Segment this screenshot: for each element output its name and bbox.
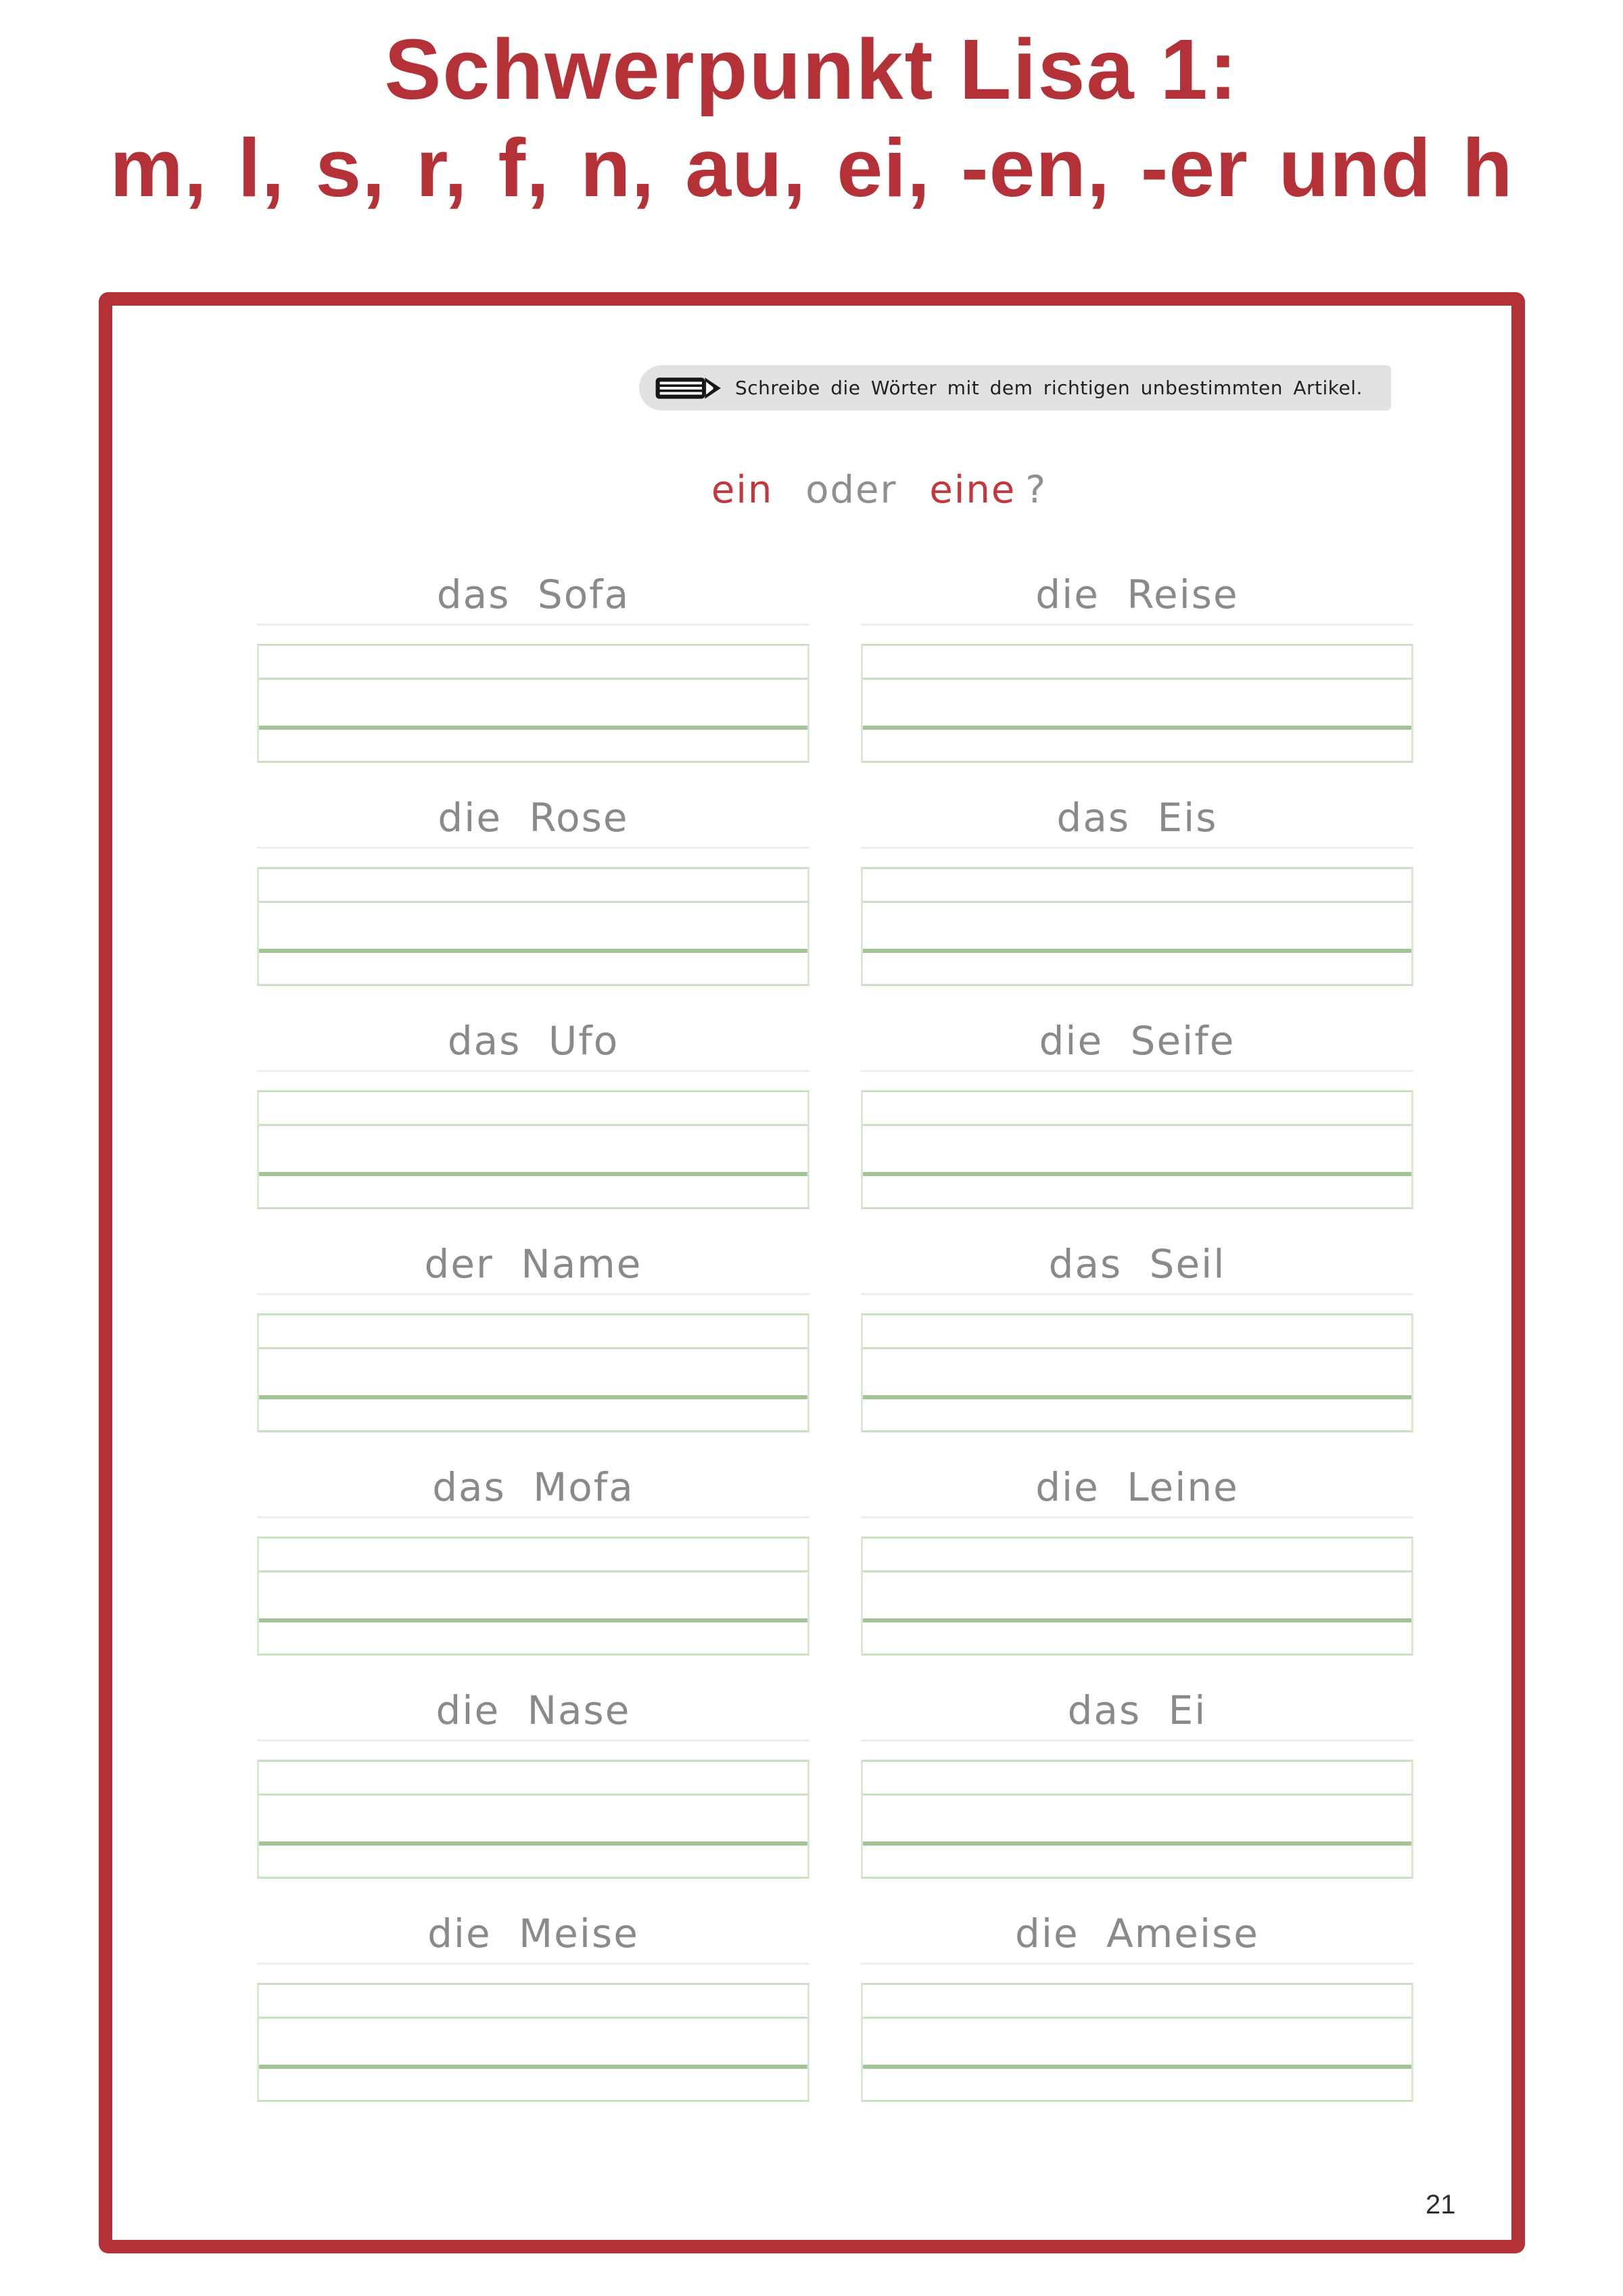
ghost-line	[861, 1963, 1413, 1965]
writing-lines[interactable]	[861, 1090, 1413, 1209]
writing-line-mid	[259, 1124, 807, 1126]
pencil-icon	[654, 372, 724, 404]
writing-line-mid	[863, 1347, 1411, 1349]
writing-lines[interactable]	[257, 644, 809, 763]
writing-lines[interactable]	[861, 867, 1413, 986]
writing-line-mid	[863, 1124, 1411, 1126]
ghost-line	[257, 1963, 809, 1965]
prompt-word-eine: eine	[929, 468, 1016, 512]
word-label: die Ameise	[1015, 1911, 1259, 1957]
word-label: der Name	[424, 1241, 642, 1287]
word-label: das Eis	[1056, 795, 1218, 841]
prompt-question-mark: ?	[1025, 468, 1048, 512]
ghost-line	[257, 624, 809, 626]
word-label: das Sofa	[436, 571, 630, 617]
writing-lines[interactable]	[861, 644, 1413, 763]
ghost-line	[861, 624, 1413, 626]
writing-line-base	[863, 1172, 1411, 1176]
writing-line-base	[259, 1172, 807, 1176]
page-subtitle: m, l, s, r, f, n, au, ei, -en, -er und h	[110, 122, 1513, 214]
writing-lines[interactable]	[257, 1090, 809, 1209]
page-title: Schwerpunkt Lisa 1:	[384, 22, 1239, 117]
ghost-line	[257, 1070, 809, 1072]
writing-line-mid	[863, 901, 1411, 903]
writing-line-base	[259, 726, 807, 730]
writing-line-base	[259, 2065, 807, 2069]
writing-line-mid	[259, 2017, 807, 2019]
writing-line-mid	[863, 678, 1411, 680]
word-label: die Meise	[427, 1911, 639, 1957]
ghost-line	[257, 1739, 809, 1741]
writing-line-mid	[259, 1347, 807, 1349]
writing-line-mid	[259, 1570, 807, 1572]
writing-line-base	[863, 726, 1411, 730]
prompt-line	[473, 468, 1285, 512]
writing-lines[interactable]	[861, 1313, 1413, 1432]
word-label: die Rose	[438, 795, 629, 841]
ghost-line	[257, 1293, 809, 1295]
writing-line-mid	[863, 1794, 1411, 1796]
writing-line-base	[863, 1618, 1411, 1622]
writing-line-mid	[259, 1794, 807, 1796]
page-number: 21	[1426, 2190, 1456, 2220]
writing-line-base	[863, 1395, 1411, 1399]
writing-line-base	[863, 1842, 1411, 1846]
instruction-text: Schreibe die Wörter mit dem richtigen unbestimmten Artikel.	[735, 377, 1363, 399]
writing-line-mid	[863, 1570, 1411, 1572]
writing-lines[interactable]	[257, 1313, 809, 1432]
ghost-line	[861, 1739, 1413, 1741]
writing-line-base	[259, 1395, 807, 1399]
word-label: das Mofa	[432, 1464, 634, 1510]
writing-line-mid	[259, 901, 807, 903]
writing-line-base	[259, 1618, 807, 1622]
instruction-bar	[639, 365, 1391, 411]
writing-lines[interactable]	[861, 1537, 1413, 1656]
writing-line-base	[259, 1842, 807, 1846]
writing-lines[interactable]	[257, 1983, 809, 2102]
ghost-line	[861, 1516, 1413, 1518]
word-label: die Reise	[1035, 571, 1239, 617]
writing-lines[interactable]	[257, 1760, 809, 1879]
ghost-line	[861, 847, 1413, 849]
word-label: die Nase	[436, 1687, 631, 1733]
ghost-line	[257, 1516, 809, 1518]
writing-lines[interactable]	[861, 1983, 1413, 2102]
word-label: das Ei	[1067, 1687, 1207, 1733]
writing-line-mid	[863, 2017, 1411, 2019]
word-label: die Seife	[1039, 1018, 1236, 1064]
word-label: das Seil	[1048, 1241, 1226, 1287]
writing-line-mid	[259, 678, 807, 680]
prompt-conjunction: oder	[805, 468, 897, 512]
word-label: das Ufo	[447, 1018, 619, 1064]
word-label: die Leine	[1035, 1464, 1239, 1510]
writing-line-base	[863, 949, 1411, 953]
prompt-word-ein: ein	[711, 468, 774, 512]
writing-line-base	[863, 2065, 1411, 2069]
ghost-line	[257, 847, 809, 849]
writing-line-base	[259, 949, 807, 953]
writing-lines[interactable]	[257, 867, 809, 986]
ghost-line	[861, 1293, 1413, 1295]
writing-lines[interactable]	[861, 1760, 1413, 1879]
writing-lines[interactable]	[257, 1537, 809, 1656]
ghost-line	[861, 1070, 1413, 1072]
